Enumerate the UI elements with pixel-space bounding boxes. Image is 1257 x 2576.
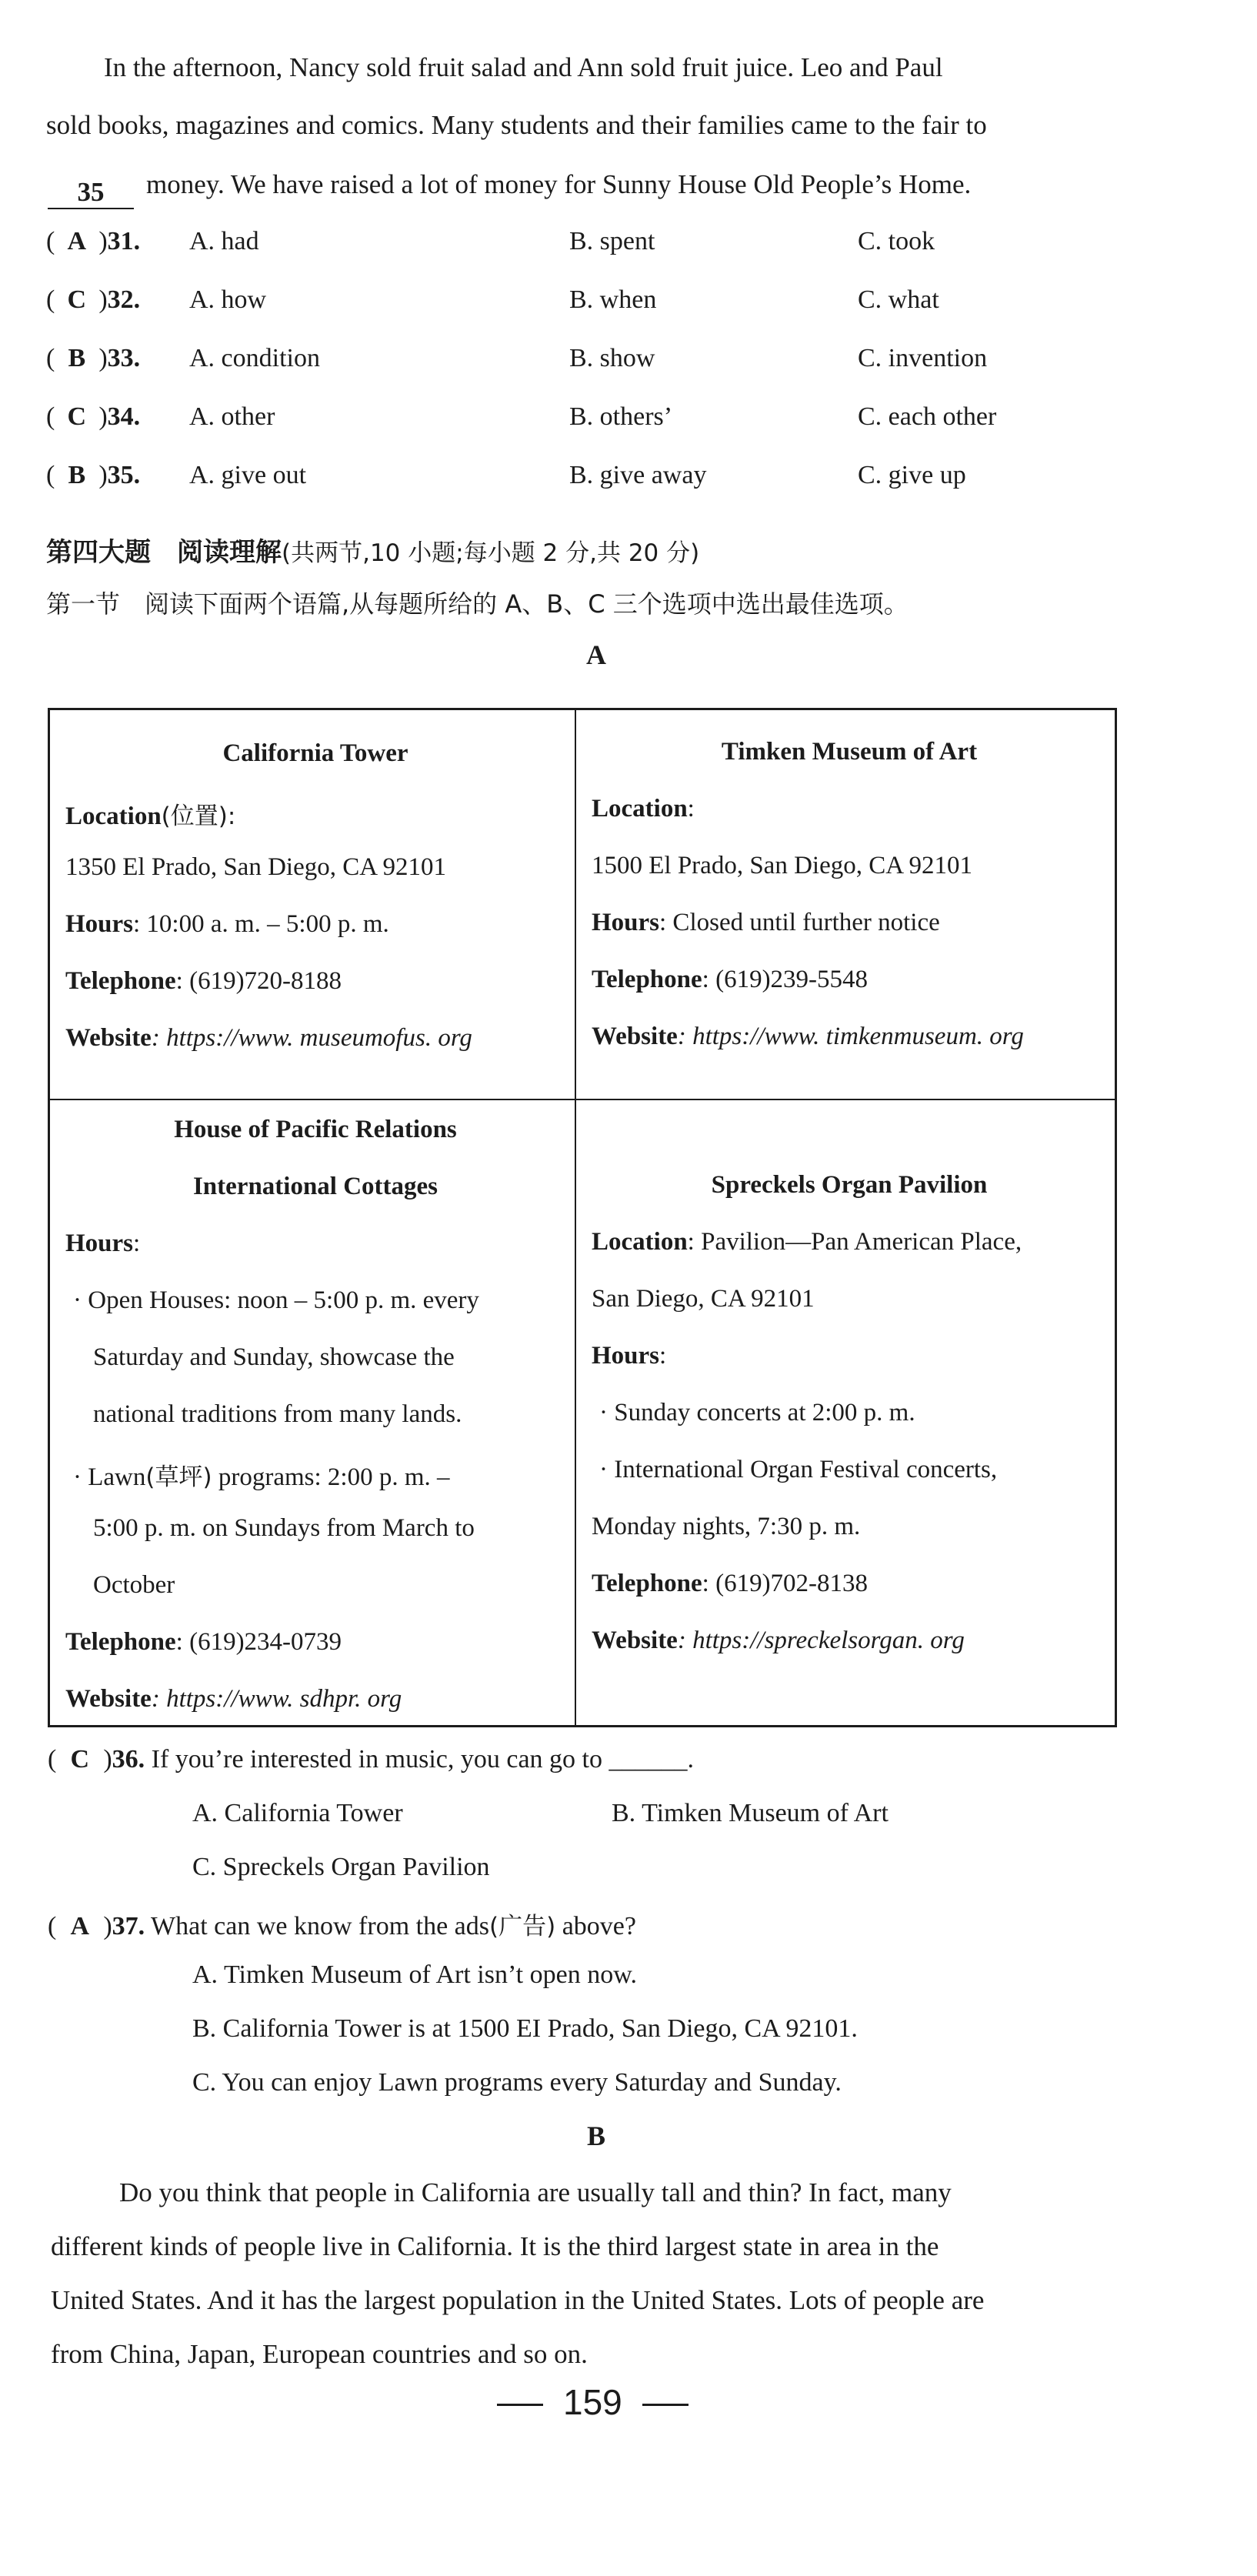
question-stem-note: (广告): [489, 1913, 556, 1940]
bullet-open-houses: · Open Houses: noon – 5:00 p. m. every: [73, 1286, 479, 1314]
page-footer: [477, 2381, 709, 2423]
cell-title: California Tower: [222, 739, 408, 767]
bullet-open-houses-line-2: Saturday and Sunday, showcase the: [93, 1343, 455, 1371]
website-value: : https://www. timkenmuseum. org: [677, 1023, 1024, 1050]
option-a: A. had: [189, 227, 259, 255]
bullet-lawn-line-2: 5:00 p. m. on Sundays from March to: [93, 1514, 475, 1542]
cell-title-line-1: House of Pacific Relations: [174, 1116, 457, 1143]
answer-letter: C: [70, 1745, 90, 1774]
table-divider-vertical: [575, 710, 576, 1725]
footer-dash-left: [497, 2404, 543, 2406]
option-a: A. California Tower: [192, 1799, 403, 1827]
passage-line-2: sold books, magazines and comics. Many students and their families came to the fair to: [46, 110, 987, 140]
question-number: 35.: [107, 461, 141, 489]
telephone-value: : (619)239-5548: [702, 966, 869, 993]
question-row: ( C )34. A. other B. others’ C. each other: [46, 402, 997, 431]
question-number: 37.: [112, 1912, 145, 1940]
answer-letter: C: [67, 285, 87, 314]
telephone-value: : (619)702-8138: [702, 1570, 869, 1597]
passage-b-line-3: United States. And it has the largest population in the United States. Lots of people are: [51, 2285, 985, 2315]
option-b: B. show: [569, 344, 655, 372]
question-stem: If you’re interested in music, you can go to ______.: [151, 1745, 694, 1774]
location-label: Location: [592, 795, 688, 823]
location-note: (位置):: [161, 802, 236, 830]
hours-label: Hours: [65, 1230, 134, 1257]
option-b: B. give away: [569, 461, 707, 489]
section-title: [46, 531, 699, 569]
question-row: ( A )31. A. had B. spent C. took: [46, 227, 935, 255]
location-value: : Pavilion—Pan American Place,: [687, 1228, 1022, 1256]
option-b: B. when: [569, 285, 657, 314]
location-colon: :: [687, 795, 695, 823]
location-label: Location: [592, 1228, 688, 1256]
section-title-rest: (共两节,10 小题;每小题 2 分,共 20 分): [282, 539, 700, 567]
option-a: A. other: [189, 402, 275, 431]
website-label: Website: [65, 1685, 152, 1713]
option-c: C. invention: [858, 344, 988, 372]
cell-title: Spreckels Organ Pavilion: [711, 1171, 988, 1199]
info-table: [48, 708, 1117, 1727]
option-a: A. how: [189, 285, 267, 314]
passage-b-heading: B: [586, 2121, 605, 2151]
option-b: B. California Tower is at 1500 EI Prado, San Diego, CA 92101.: [192, 2014, 858, 2043]
passage-line-3: money. We have raised a lot of money for Sunny House Old People’s Home.: [146, 169, 972, 199]
answer-letter: C: [67, 402, 87, 431]
address: 1350 El Prado, San Diego, CA 92101: [65, 853, 446, 881]
bullet-lawn-start: · Lawn: [73, 1463, 146, 1491]
hours-colon: :: [659, 1342, 667, 1370]
telephone-label: Telephone: [592, 966, 702, 993]
website-label: Website: [65, 1024, 152, 1052]
bullet-organ-festival: · International Organ Festival concerts,: [599, 1456, 998, 1483]
location-label: Location: [65, 802, 162, 830]
hours-label: Hours: [592, 909, 660, 936]
page-number: 159: [563, 2382, 622, 2422]
passage-b-line-2: different kinds of people live in California. It is the third largest state in area in the: [51, 2231, 939, 2261]
question-37: ( A )37. What can we know from the ads(广告) above?: [48, 1912, 636, 1940]
hours-colon: :: [133, 1230, 141, 1257]
answer-letter: B: [68, 344, 86, 372]
question-stem: What can we know from the ads: [151, 1912, 490, 1940]
option-c: C. each other: [858, 402, 997, 431]
option-a: A. give out: [189, 461, 307, 489]
passage-line-1: In the afternoon, Nancy sold fruit salad and Ann sold fruit juice. Leo and Paul: [104, 52, 943, 82]
cell-spreckels-organ-pavilion: [592, 1100, 1107, 1723]
option-b: B. spent: [569, 227, 655, 255]
question-number: 32.: [107, 285, 141, 314]
question-stem-end: above?: [555, 1912, 636, 1940]
option-c: C. You can enjoy Lawn programs every Saturday and Sunday.: [192, 2068, 842, 2097]
hours-value: : Closed until further notice: [659, 909, 940, 936]
website-value: : https://spreckelsorgan. org: [677, 1627, 965, 1654]
website-value: : https://www. sdhpr. org: [151, 1685, 402, 1713]
website-label: Website: [592, 1627, 678, 1654]
passage-a-heading: A: [586, 639, 606, 670]
cell-timken-museum: [592, 710, 1107, 1099]
answer-letter: A: [70, 1912, 90, 1940]
hours-label: Hours: [592, 1342, 660, 1370]
option-a: A. Timken Museum of Art isn’t open now.: [192, 1960, 638, 1989]
question-number: 33.: [107, 344, 141, 372]
website-value: : https://www. museumofus. org: [151, 1024, 472, 1052]
hours-label: Hours: [65, 910, 134, 938]
cell-california-tower: [65, 710, 565, 1099]
option-b: B. others’: [569, 402, 673, 431]
bullet-open-houses-line-3: national traditions from many lands.: [93, 1400, 462, 1428]
cell-title: Timken Museum of Art: [721, 738, 978, 766]
section-subtitle: 第一节 阅读下面两个语篇,从每题所给的 A、B、C 三个选项中选出最佳选项。: [46, 589, 909, 619]
option-b: B. Timken Museum of Art: [612, 1799, 889, 1827]
question-36: ( C )36. If you’re interested in music, you can go to ______.: [48, 1745, 694, 1774]
location-value-line-2: San Diego, CA 92101: [592, 1285, 815, 1313]
telephone-label: Telephone: [65, 967, 176, 995]
telephone-value: : (619)234-0739: [175, 1628, 342, 1656]
option-c: C. Spreckels Organ Pavilion: [192, 1853, 490, 1881]
question-number: 36.: [112, 1745, 145, 1774]
bullet-lawn-line-3: October: [93, 1571, 175, 1599]
option-a: A. condition: [189, 344, 320, 372]
lawn-note: (草坪): [145, 1463, 212, 1491]
section-title-bold: 第四大题 阅读理解: [46, 537, 282, 568]
hours-value: : 10:00 a. m. – 5:00 p. m.: [133, 910, 389, 938]
cell-house-of-pacific-relations: [65, 1100, 565, 1723]
telephone-value: : (619)720-8188: [175, 967, 342, 995]
question-row: ( B )33. A. condition B. show C. invention: [46, 344, 988, 372]
cell-title-line-2: International Cottages: [192, 1173, 438, 1200]
bullet-sunday-concerts: · Sunday concerts at 2:00 p. m.: [599, 1399, 915, 1426]
bullet-lawn-rest: programs: 2:00 p. m. –: [212, 1463, 450, 1491]
question-number: 31.: [107, 227, 141, 255]
option-c: C. took: [858, 227, 935, 255]
telephone-label: Telephone: [65, 1628, 176, 1656]
footer-dash-right: [642, 2404, 689, 2406]
question-row: ( C )32. A. how B. when C. what: [46, 285, 939, 314]
answer-letter: A: [67, 227, 87, 255]
bullet-organ-festival-line-2: Monday nights, 7:30 p. m.: [592, 1513, 861, 1540]
address: 1500 El Prado, San Diego, CA 92101: [592, 852, 972, 879]
answer-letter: B: [68, 461, 86, 489]
passage-b-line-1: Do you think that people in California are usually tall and thin? In fact, many: [119, 2177, 952, 2207]
option-c: C. what: [858, 285, 939, 314]
telephone-label: Telephone: [592, 1570, 702, 1597]
passage-b-line-4: from China, Japan, European countries and so on.: [51, 2339, 588, 2369]
website-label: Website: [592, 1023, 678, 1050]
question-row: ( B )35. A. give out B. give away C. give up: [46, 461, 966, 489]
blank-answer-35: 35: [48, 177, 134, 209]
question-number: 34.: [107, 402, 141, 431]
option-c: C. give up: [858, 461, 966, 489]
